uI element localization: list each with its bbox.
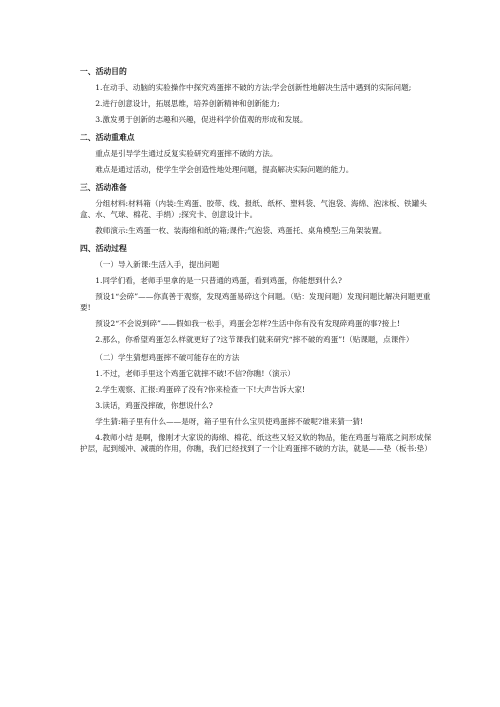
- section-heading-purpose: 一、活动目的: [80, 67, 127, 76]
- paragraph: 预设2“不会说到碎”——假如我一松手，鸡蛋会怎样?生活中你有没有发现碎鸡蛋的事?接上!: [95, 319, 400, 328]
- section-heading-process: 四、活动过程: [80, 244, 127, 253]
- paragraph: 1.不过，老师手里这个鸡蛋它就摔不破!不信?你瞧!（演示）: [95, 369, 295, 378]
- paragraph: 教师演示:生鸡蛋一枚、装海绵和纸的箱;课件;气泡袋、鸡蛋托、桌角模型;三角架装置。: [95, 226, 387, 235]
- paragraph: 2.那么，你希望鸡蛋怎么样就更好了?这节课我们就来研究“摔不破的鸡蛋”!（贴课题，点课件）: [95, 335, 414, 344]
- paragraph: 1.在动手、动脑的实验操作中探究鸡蛋摔不破的方法;学会创新性地解决生活中遇到的实际问题;: [95, 83, 412, 92]
- paragraph: 1.同学们看，老师手里拿的是一只普通的鸡蛋，看到鸡蛋，你能想到什么?: [95, 276, 342, 285]
- paragraph: 3.读话，鸡蛋没摔破，你想说什么?: [95, 401, 213, 410]
- paragraph: 难点是通过活动，使学生学会创造性地处理问题，提高解决实际问题的能力。: [95, 165, 354, 174]
- section-heading-preparation: 三、活动准备: [80, 183, 127, 192]
- paragraph: 预设1“会碎”——你真善于观察，发现鸡蛋易碎这个问题。（贴：发现问题）发现问题比解决问题更重要!: [80, 292, 431, 312]
- subsection-heading: （二）学生猜想鸡蛋摔不破可能存在的方法: [95, 353, 240, 362]
- paragraph: 3.激发勇于创新的志趣和兴趣，促进科学价值观的形成和发展。: [95, 115, 308, 124]
- paragraph: 4.教师小结 是啊，像刚才大家说的海绵、棉花、纸这些又轻又软的物品，能在鸡蛋与箱底之间形成保护层，起到缓冲、减震的作用，你瞧，我们已经找到了一个让鸡蛋摔不破的方法，就是——垫（板书:垫）: [80, 433, 432, 453]
- paragraph: 重点是引导学生通过反复实验研究鸡蛋摔不破的方法。: [95, 149, 278, 158]
- paragraph: 2.进行创意设计，拓展思维，培养创新精神和创新能力;: [95, 99, 280, 108]
- document-body: [80, 66, 432, 454]
- subsection-heading: （一）导入新课:生活入手，提出问题: [95, 260, 220, 269]
- paragraph: 学生猜:箱子里有什么——是呀，箱子里有什么宝贝使鸡蛋摔不破呢?谁来猜一猜!: [95, 417, 364, 426]
- section-heading-key-points: 二、活动重难点: [80, 133, 135, 142]
- paragraph: 分组材料:材料箱（内装:生鸡蛋、胶带、线、报纸、纸杯、塑料袋、气泡袋、海绵、泡沫板、铁罐头盒、水、气球、棉花、手绢）;探究卡、创意设计卡。: [80, 199, 427, 219]
- paragraph: 2.学生观察、汇报:鸡蛋碎了没有?你来检查一下!大声告诉大家!: [95, 385, 306, 394]
